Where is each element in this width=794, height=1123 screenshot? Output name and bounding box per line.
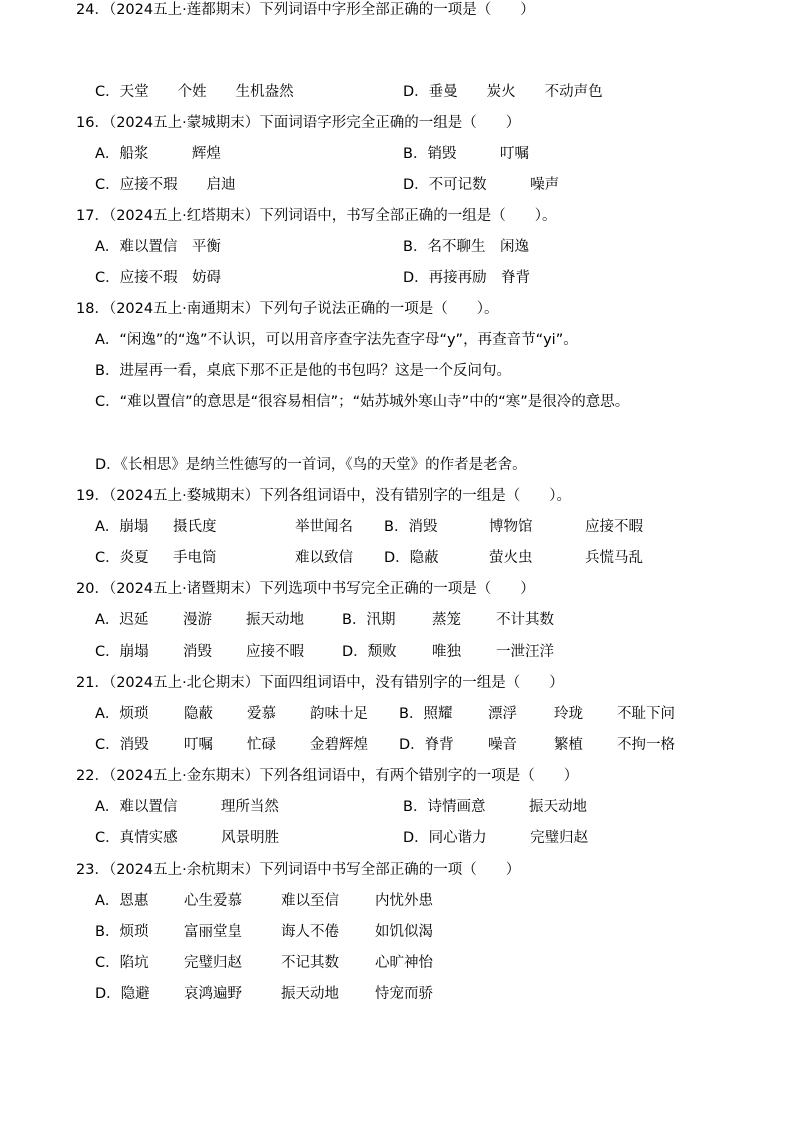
question-stem: 18．（2024五上·南通期末）下列句子说法正确的一项是（ ）。 [76, 301, 499, 317]
option-right: D．同心谐力 完璧归赵 [403, 830, 589, 846]
option-right: D．垂曼 炭火 不动声色 [403, 84, 603, 100]
option-cell: D．颓败 [342, 644, 397, 660]
option-right: B．名不聊生 闲逸 [403, 239, 529, 255]
option-right: B．销毁 叮嘱 [403, 146, 529, 162]
question-stem: 23．（2024五上·余杭期末）下列词语中书写全部正确的一项（ ） [76, 862, 521, 878]
option-cell: 心旷神怡 [375, 955, 433, 971]
option-cell: C．崩塌 [95, 644, 149, 660]
option-cell: B．烦琐 [95, 924, 149, 940]
option-cell: 富丽堂皇 [184, 924, 242, 940]
option-cell: 难以至信 [281, 893, 339, 909]
option-cell: 应接不暇 [246, 644, 304, 660]
option-cell: 兵慌马乱 [585, 550, 643, 566]
option-cell: 手电筒 [173, 550, 217, 566]
option-text: B．进屋再一看，桌底下那不正是他的书包吗？这是一个反问句。 [95, 363, 511, 379]
option-cell: 应接不暇 [585, 519, 643, 535]
option-cell: 忙碌 [247, 737, 276, 753]
option-cell: 漂浮 [488, 706, 517, 722]
option-cell: B．消毁 [384, 519, 438, 535]
option-cell: A．迟延 [95, 612, 149, 628]
option-left: A．难以置信 理所当然 [95, 799, 279, 815]
option-cell: 繁植 [554, 737, 583, 753]
option-cell: C．消毁 [95, 737, 149, 753]
option-cell: 不记其数 [281, 955, 339, 971]
option-left: C．应接不瑕 启迪 [95, 177, 236, 193]
option-cell: C．炎夏 [95, 550, 149, 566]
question-stem: 22．（2024五上·金东期末）下列各组词语中，有两个错别字的一项是（ ） [76, 768, 579, 784]
option-cell: 恃宠而骄 [375, 986, 433, 1002]
option-cell: 消毁 [183, 644, 212, 660]
option-cell: 举世闻名 [295, 519, 353, 535]
question-stem: 16．（2024五上·蒙城期末）下面词语字形完全正确的一组是（ ） [76, 115, 521, 131]
option-cell: 哀鸿遍野 [184, 986, 242, 1002]
option-cell: A．崩塌 [95, 519, 149, 535]
option-cell: D．隐蔽 [384, 550, 439, 566]
option-cell: 萤火虫 [489, 550, 533, 566]
option-cell: 韵味十足 [310, 706, 368, 722]
option-cell: D．隐避 [95, 986, 150, 1002]
option-cell: 不耻下问 [617, 706, 675, 722]
option-cell: D．脊背 [399, 737, 454, 753]
option-cell: 不计其数 [496, 612, 554, 628]
option-cell: 如饥似渴 [375, 924, 433, 940]
option-cell: 爱慕 [247, 706, 276, 722]
option-cell: 一泄汪洋 [496, 644, 554, 660]
option-cell: 叮嘱 [184, 737, 213, 753]
option-right: B．诗情画意 振天动地 [403, 799, 587, 815]
option-cell: 金碧辉煌 [310, 737, 368, 753]
option-cell: 内忧外患 [375, 893, 433, 909]
option-left: C．真情实感 风景明胜 [95, 830, 280, 846]
option-cell: 不拘一格 [617, 737, 675, 753]
option-cell: 隐蔽 [184, 706, 213, 722]
option-cell: B．汛期 [342, 612, 396, 628]
option-cell: 玲珑 [554, 706, 583, 722]
option-left: C．应接不瑕 妨碍 [95, 270, 222, 286]
question-stem: 19．（2024五上·婺城期末）下列各组词语中，没有错别字的一组是（ ）。 [76, 488, 571, 504]
option-left: C．天堂 个姓 生机盎然 [95, 84, 294, 100]
option-text: A．“闲逸”的“逸”不认识，可以用音序查字法先查字母“y”，再查音节“yi”。 [95, 332, 578, 348]
option-cell: 难以致信 [295, 550, 353, 566]
option-cell: 漫游 [183, 612, 212, 628]
question-stem: 21．（2024五上·北仑期末）下面四组词语中，没有错别字的一组是（ ） [76, 675, 564, 691]
option-cell: 唯独 [432, 644, 461, 660]
option-text: C．“难以置信”的意思是“很容易相信”；“姑苏城外寒山寺”中的“寒”是很冷的意思。 [95, 394, 630, 410]
option-cell: 蒸笼 [432, 612, 461, 628]
option-cell: 博物馆 [489, 519, 533, 535]
option-cell: 振天动地 [246, 612, 304, 628]
option-cell: 完璧归赵 [184, 955, 242, 971]
option-cell: 摄氏度 [173, 519, 217, 535]
question-stem: 24．（2024五上·莲都期末）下列词语中字形全部正确的一项是（ ） [76, 2, 535, 18]
option-cell: C．陷坑 [95, 955, 149, 971]
option-cell: A．烦琐 [95, 706, 149, 722]
question-stem: 20．（2024五上·诸暨期末）下列选项中书写完全正确的一项是（ ） [76, 581, 535, 597]
option-cell: 振天动地 [281, 986, 339, 1002]
option-cell: 噪音 [488, 737, 517, 753]
option-cell: 诲人不倦 [281, 924, 339, 940]
option-left: A．难以置信 平衡 [95, 239, 221, 255]
option-right: D．再接再励 脊背 [403, 270, 531, 286]
option-left: A．船浆 辉煌 [95, 146, 221, 162]
option-text: D．《长相思》是纳兰性德写的一首词，《鸟的天堂》的作者是老舍。 [95, 457, 527, 473]
option-right: D．不可记数 噪声 [403, 177, 560, 193]
option-cell: A．恩惠 [95, 893, 149, 909]
question-stem: 17．（2024五上·红塔期末）下列词语中，书写全部正确的一组是（ ）。 [76, 208, 557, 224]
option-cell: 心生爱慕 [184, 893, 242, 909]
option-cell: B．照耀 [399, 706, 453, 722]
